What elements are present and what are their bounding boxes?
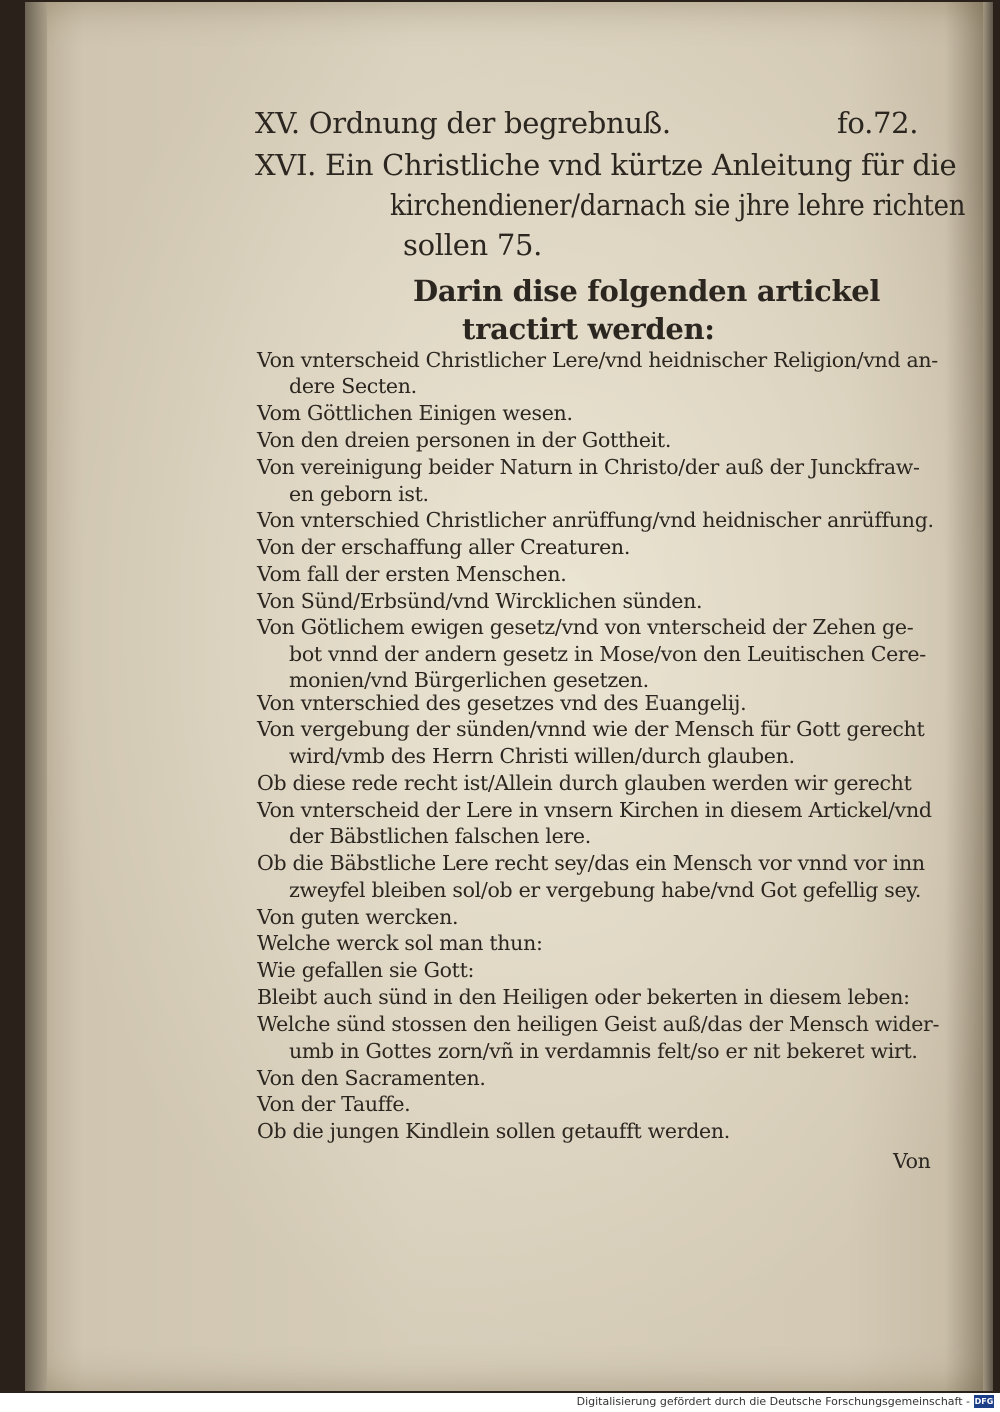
page-gutter — [25, 2, 47, 1391]
list-item: Von vnterschied Christlicher anrüffung/vnd heidnischer anrüffung. — [257, 508, 934, 532]
list-item: zweyfel bleiben sol/ob er vergebung habe/vnd Got gefellig sey. — [289, 878, 922, 902]
folio-number: fo.72. — [837, 106, 919, 140]
list-item: dere Secten. — [289, 374, 417, 398]
list-item: Welche sünd stossen den heiligen Geist auß/das der Mensch wider- — [257, 1012, 940, 1036]
list-item: Vom fall der ersten Menschen. — [257, 562, 567, 586]
catchword: Von — [893, 1149, 931, 1173]
list-item: Welche werck sol man thun: — [257, 931, 543, 955]
subheading-line2: tractirt werden: — [462, 312, 715, 346]
list-item: Von Götlichem ewigen gesetz/vnd von vnterscheid der Zehen ge- — [257, 615, 914, 639]
heading-xvi-line3: sollen 75. — [403, 228, 543, 262]
list-item: Vom Göttlichen Einigen wesen. — [257, 401, 573, 425]
list-item: Von den dreien personen in der Gottheit. — [257, 428, 672, 452]
list-item: monien/vnd Bürgerlichen gesetzen. — [289, 668, 649, 692]
heading-xvi-line2: kirchendiener/darnach sie jhre lehre richten — [390, 188, 966, 222]
footer-bar — [0, 1393, 1000, 1412]
list-item: Von Sünd/Erbsünd/vnd Wircklichen sünden. — [257, 589, 703, 613]
list-item: Von der erschaffung aller Creaturen. — [257, 535, 631, 559]
list-item: Von den Sacramenten. — [257, 1066, 486, 1090]
list-item: Von vergebung der sünden/vnnd wie der Mensch für Gott gerecht — [257, 717, 925, 741]
list-item: wird/vmb des Herrn Christi willen/durch glauben. — [289, 744, 795, 768]
footer-credit: Digitalisierung gefördert durch die Deutsche Forschungsgemeinschaft - — [576, 1395, 970, 1408]
list-item: Wie gefallen sie Gott: — [257, 958, 475, 982]
list-item: en geborn ist. — [289, 482, 429, 506]
list-item: Ob die Bäbstliche Lere recht sey/das ein Mensch vor vnnd vor inn — [257, 851, 925, 875]
subheading-line1: Darin dise folgenden artickel — [413, 274, 881, 308]
list-item: Ob diese rede recht ist/Allein durch glauben werden wir gerecht — [257, 771, 912, 795]
list-item: bot vnnd der andern gesetz in Mose/von den Leuitischen Cere- — [289, 642, 926, 666]
list-item: Von der Tauffe. — [257, 1092, 411, 1116]
list-item: Von vereinigung beider Naturn in Christo/der auß der Junckfraw- — [257, 455, 920, 479]
list-item: Von vnterscheid Christlicher Lere/vnd heidnischer Religion/vnd an- — [257, 348, 938, 372]
dfg-logo-icon: DFG — [974, 1397, 994, 1406]
list-item: der Bäbstlichen falschen lere. — [289, 824, 591, 848]
heading-xv: XV. Ordnung der begrebnuß. — [255, 106, 671, 140]
list-item: Von guten wercken. — [257, 905, 459, 929]
list-item: Ob die jungen Kindlein sollen getaufft werden. — [257, 1119, 730, 1143]
list-item: umb in Gottes zorn/vñ in verdamnis felt/so er nit bekeret wirt. — [289, 1039, 918, 1063]
heading-xvi-line1: XVI. Ein Christliche vnd kürtze Anleitung für die — [255, 148, 957, 182]
book-page — [25, 2, 993, 1391]
page-edge — [983, 2, 993, 1391]
list-item: Bleibt auch sünd in den Heiligen oder bekerten in diesem leben: — [257, 985, 910, 1009]
list-item: Von vnterscheid der Lere in vnsern Kirchen in diesem Artickel/vnd — [257, 798, 932, 822]
list-item: Von vnterschied des gesetzes vnd des Euangelij. — [257, 691, 747, 715]
